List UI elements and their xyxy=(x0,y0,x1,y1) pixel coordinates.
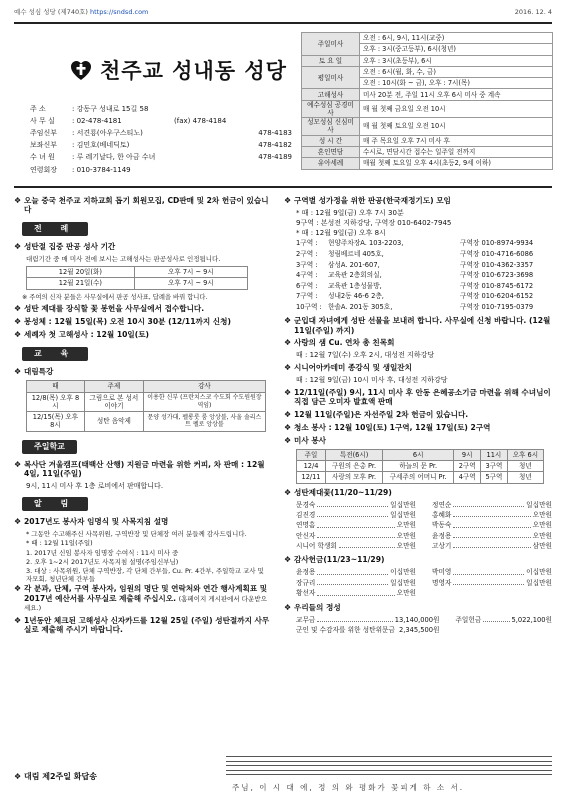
schedule-row xyxy=(302,135,553,146)
thanks-offering-list xyxy=(284,568,552,597)
list-item xyxy=(296,579,416,587)
district-name: 3구역 : xyxy=(296,260,318,269)
confession-date: 12월 20일(화) xyxy=(27,267,135,278)
list-item xyxy=(296,626,439,634)
list-item xyxy=(432,579,552,587)
announcement-item: ❖ 감사헌금(11/23~11/29) xyxy=(284,555,385,565)
schedule-value: 미사 20분 전, 주일 11시 오후 6시 미사 중 계속 xyxy=(360,89,553,100)
table-header-row xyxy=(27,381,266,392)
mass-service-table xyxy=(296,449,544,484)
table-cell: 12/11 xyxy=(297,472,326,483)
contact-label: 사 무 실 xyxy=(30,116,55,125)
announcement-item: ❖ 오늘 중국 천주교 지하교회 돕기 회원모집, CD판매 및 2차 헌금이 있습니다 xyxy=(14,196,269,215)
lecture-date: 12/15(목) 오후 8시 xyxy=(27,412,85,431)
list-item xyxy=(432,501,552,509)
schedule-label: 평일미사 xyxy=(302,66,360,89)
donation-amount: 2,345,500원 xyxy=(398,625,440,634)
list-item xyxy=(432,521,552,529)
table-cell: 청년 xyxy=(507,472,543,483)
schedule-row xyxy=(302,66,553,77)
column-header: 특전(6시) xyxy=(326,449,383,460)
church-title: 천주교 성내동 성당 xyxy=(100,58,287,83)
contact-label: 보좌신부 xyxy=(30,141,58,150)
district-place: 교육관 1층성물방, xyxy=(328,281,382,290)
section-education: 교 육 xyxy=(22,347,88,361)
column-header: 오후 6시 xyxy=(507,449,543,460)
lecture-topic: 성탄 음악제 xyxy=(84,412,143,431)
list-item xyxy=(284,291,552,302)
donor-name: 시니어 학생회 xyxy=(296,542,337,551)
donation-amount: 오만원 xyxy=(532,510,552,519)
right-column xyxy=(284,196,552,639)
bulletin-date: 2016. 12. 4 xyxy=(514,8,552,16)
announcement-detail: * 때 : 12월 9일(금) 오후 8시 xyxy=(296,228,386,237)
donation-amount: 13,140,000원 xyxy=(394,615,440,624)
dot-leader xyxy=(453,579,524,585)
schedule-label: 예수성심 공경미사 xyxy=(302,100,360,117)
donor-name: 황선자 xyxy=(296,589,316,598)
schedule-value: 매월 첫째 토요일 오후 4시(초등2, 9세 이하) xyxy=(360,158,553,169)
lecture-speaker: 이용한 신부 (프란치스코 수도회 수도원원장 역임) xyxy=(143,392,265,411)
offering-list xyxy=(284,616,552,635)
district-contact: 구역장 010-8974-9934 xyxy=(460,239,534,248)
section-sunday-school: 주일학교 xyxy=(22,440,77,454)
table-row xyxy=(297,472,544,483)
announcement-item: ❖ 성탄절 집중 판공 성사 기간 xyxy=(14,241,116,251)
schedule-value: 매 주 목요일 오후 7시 미사 후 xyxy=(360,135,553,146)
announcement-note: ※ 주여의 신자 분들은 사무실에서 판공 성사표, 답례을 바꿔 합니다. xyxy=(22,293,208,301)
schedule-label: 주일미사 xyxy=(302,33,360,56)
contact-row xyxy=(30,127,292,139)
table-cell: 구원의 은총 Pr. xyxy=(326,461,383,472)
schedule-row xyxy=(302,118,553,135)
flower-donors-list xyxy=(284,501,552,551)
schedule-row xyxy=(302,100,553,117)
list-item xyxy=(284,270,552,281)
list-item xyxy=(296,521,416,529)
dot-leader xyxy=(453,501,524,507)
schedule-label: 고해성사 xyxy=(302,89,360,100)
donation-amount: 오만원 xyxy=(532,531,552,540)
list-item xyxy=(432,568,552,576)
schedule-value: 오후 : 3시(중고등부), 6시(청년) xyxy=(360,44,553,55)
district-place: 한솔A. 201동 305호, xyxy=(328,302,393,311)
table-row xyxy=(27,412,266,431)
district-name: 1구역 : xyxy=(296,239,318,248)
donor-name: 윤정용 xyxy=(432,531,452,540)
announcement-item: ❖ 청소 봉사 : 12월 10일(토) 1구역, 12월 17일(토) 2구역 xyxy=(284,422,491,432)
donor-name: 명영자 xyxy=(432,578,452,587)
list-item xyxy=(296,568,416,576)
district-contact: 구역장 010-6204-6152 xyxy=(460,292,534,301)
contact-label: 수 녀 원 xyxy=(30,153,55,162)
music-staff xyxy=(226,756,552,784)
donation-amount: 일십만원 xyxy=(390,510,416,519)
list-item xyxy=(296,589,416,597)
list-item xyxy=(432,511,552,519)
announcement-detail-list xyxy=(14,530,272,583)
announcement-item: ❖ 성탄 제대를 장식할 꽃 봉헌을 사무실에서 접수합니다. xyxy=(14,304,205,314)
district-name: 6구역 : xyxy=(296,281,318,290)
header-divider xyxy=(14,186,552,188)
column-header: 주일 xyxy=(297,449,326,460)
table-row xyxy=(297,461,544,472)
lecture-topic: 그림으로 본 성서이야기 xyxy=(84,392,143,411)
announcement-item: ❖ 시니어아카데미 종강식 및 생일잔치 xyxy=(284,363,412,373)
district-contact: 구역장 010-7195-0379 xyxy=(460,302,534,311)
district-place: 교육관 2층회의실, xyxy=(328,271,382,280)
district-place: 청림베르네 405호, xyxy=(328,249,384,258)
contact-value: : 김민호(베네딕토) xyxy=(72,141,130,150)
contact-fax: (fax) 478-4184 xyxy=(174,116,227,125)
donation-amount: 오만원 xyxy=(396,542,416,551)
district-list xyxy=(284,238,552,312)
donor-name: 장규리 xyxy=(296,578,316,587)
contact-phone: 478-4183 xyxy=(258,129,292,138)
announcement-item: ❖ 군입대 자녀에게 성탄 선물을 보내려 합니다. 사무실에 신청 바랍니다. (12월 11일(주일) 까지) xyxy=(284,316,551,335)
donor-name: 고상기 xyxy=(432,542,452,551)
contact-row xyxy=(30,115,292,127)
district-name: 7구역 : xyxy=(296,292,318,301)
dot-leader xyxy=(453,542,530,548)
schedule-row xyxy=(302,55,553,66)
schedule-value: 매 월 첫째 토요일 오전 10시 xyxy=(360,118,553,135)
contact-value: : 서견룡(아우구스티노) xyxy=(72,129,143,138)
mass-schedule-table xyxy=(301,32,553,170)
lecture-speaker: 문양 성가대, 펠롱룻 룸 앙상블, 사울 솔리스트 펠로 앙상블 xyxy=(143,412,265,431)
district-contact: 구역장 010-4716-6086 xyxy=(460,249,534,258)
donation-amount: 일십만원 xyxy=(390,578,416,587)
confession-time: 오후 7시 ~ 9시 xyxy=(134,267,247,278)
announcement-item: ❖ 12/11일(주일) 9시, 11시 미사 후 안동 은혜공소기금 마련을 위해 수녀님이 직접 담근 오미자 발효액 판매 xyxy=(284,387,551,407)
confession-date: 12월 21일(수) xyxy=(27,278,135,289)
donation-amount: 5,022,100원 xyxy=(511,615,552,624)
dot-leader xyxy=(317,532,394,538)
table-cell: 구세주의 어머니 Pr. xyxy=(383,472,454,483)
announcement-item: ❖ 봉성체 : 12월 15일(목) 오전 10시 30분 (12/11까지 신청) xyxy=(14,317,231,327)
schedule-row xyxy=(302,158,553,169)
dot-leader xyxy=(453,532,530,538)
announcement-detail: 때 : 12월 9일(금) 10시 미사 후, 대성전 지하강당 xyxy=(296,376,448,385)
bulletin-issue: 예수 성심 성당 (제740호) https://sndsd.com xyxy=(14,8,149,16)
announcement-detail: 9구역 : 본성전 지하강당, 구역장 010-6402-7945 xyxy=(296,218,452,227)
announcement-detail: 때 : 12월 7일(수) 오후 2시, 대성전 지하강당 xyxy=(296,351,435,360)
schedule-label: 성 시 간 xyxy=(302,135,360,146)
donor-name: 주일헌금 xyxy=(455,615,482,624)
donor-name: 안신자 xyxy=(296,531,316,540)
schedule-label: 혼인면담 xyxy=(302,147,360,158)
contact-value: : 루 레기날다, 한 아금 수녀 xyxy=(72,153,156,162)
table-cell: 청년 xyxy=(507,461,543,472)
column-header: 강사 xyxy=(143,381,265,392)
table-cell: 사랑의 모후 Pr. xyxy=(326,472,383,483)
donation-amount: 오만원 xyxy=(396,531,416,540)
announcement-item: ❖ 구역별 성가정을 위한 판공(한국재정기도) 모임 xyxy=(284,196,451,205)
dot-leader xyxy=(317,568,388,574)
donor-name: 박동숙 xyxy=(432,521,452,530)
dot-leader xyxy=(317,616,392,622)
schedule-row xyxy=(302,89,553,100)
dot-leader xyxy=(483,616,509,622)
district-place: 성내2동 46-6 2층, xyxy=(328,292,384,301)
announcement-item: ❖ 우리들의 정성 xyxy=(284,602,341,612)
list-item xyxy=(296,501,416,509)
donation-amount: 일십만원 xyxy=(390,500,416,509)
announcement-detail: * 그동안 수고해주신 사목위원, 구역반장 및 단체장 여러 분들께 감사드립니다. xyxy=(26,530,247,539)
contact-value: : 강동구 성내로 15길 58 xyxy=(72,104,149,113)
top-divider xyxy=(14,22,552,24)
contact-row xyxy=(30,140,292,152)
donation-amount: 오만원 xyxy=(396,521,416,530)
contact-value: : 010-3784-1149 xyxy=(72,165,131,174)
column-header: 11시 xyxy=(481,449,508,460)
announcement-item: ❖ 미사 봉사 xyxy=(284,435,326,445)
section-notices: 알 림 xyxy=(22,497,88,511)
donor-name: 문경숙 xyxy=(296,500,316,509)
list-item xyxy=(432,542,552,550)
contact-label: 연령회장 xyxy=(30,165,58,174)
contact-label: 주임신부 xyxy=(30,129,58,138)
column-header: 9시 xyxy=(454,449,481,460)
column-header: 6시 xyxy=(383,449,454,460)
schedule-value: 오전 : 10시(화 ~ 금), 오후 : 7시(목) xyxy=(360,78,553,89)
announcement-item: ❖ 대림특강 xyxy=(14,367,54,377)
district-place: 삼성A. 201-607, xyxy=(328,260,380,269)
table-cell: 3구역 xyxy=(481,461,508,472)
donor-name: 박미영 xyxy=(432,568,452,577)
column-header: 때 xyxy=(27,381,85,392)
list-item xyxy=(284,238,552,249)
announcement-item: ❖ 2017년도 봉사자 임명식 및 사목지침 설명 xyxy=(14,517,169,527)
table-cell: 4구역 xyxy=(454,472,481,483)
announcement-detail: 대림기간 중 매 미사 전에 보시는 고해성사는 판공성사로 인정됩니다. xyxy=(26,254,221,263)
announcement-detail: 1. 2017년 신임 봉사자 임명장 수여식 : 11시 미사 중 xyxy=(26,548,179,557)
district-name: 10구역 : xyxy=(296,302,322,311)
contact-value: : 02-478-4181 xyxy=(72,116,122,125)
list-item xyxy=(284,281,552,292)
dot-leader xyxy=(317,579,388,585)
list-item xyxy=(296,542,416,550)
list-item xyxy=(296,511,416,519)
announcement-item: ❖ 각 분과, 단체, 구역 봉사자, 임원의 명단 및 연락처와 연간 행사계획표 및 2017년 예산서를 사무실로 제출해 주십시오. (홈페이지 게시판에서 다운받으세요.) xyxy=(14,584,268,613)
left-column xyxy=(14,196,272,637)
donation-amount: 이십만원 xyxy=(526,568,552,577)
schedule-row xyxy=(302,147,553,158)
dot-leader xyxy=(317,589,394,595)
donor-name: 교무금 xyxy=(296,615,316,624)
announcement-detail: * 때 : 12월 11일(주일) xyxy=(26,539,93,548)
donor-name: 정연순 xyxy=(432,500,452,509)
confession-time: 오후 7시 ~ 9시 xyxy=(134,278,247,289)
contact-info xyxy=(30,103,292,176)
donor-name: 홍혜화 xyxy=(432,510,452,519)
schedule-label: 성모성심 신심미사 xyxy=(302,118,360,135)
district-place: 현양주차장A. 103-2203, xyxy=(328,239,404,248)
dot-leader xyxy=(453,568,524,574)
announcement-detail: 3. 대상 : 사목위원, 단체 구역반장, 각 단체 간부들, Cu. Pr. 4간부, 주일학교 교사 및 자모회, 청년단체 간부들 xyxy=(26,566,264,583)
dot-leader xyxy=(317,501,388,507)
district-contact: 구역장 010-4362-3357 xyxy=(460,260,534,269)
contact-row xyxy=(30,152,292,164)
table-header-row xyxy=(297,449,544,460)
announcement-item: ❖ 1년동안 체크된 고해성사 신자카드를 12월 25일 (주일) 성탄절까지 사무실로 제출해 주시기 바랍니다. xyxy=(14,615,270,634)
section-liturgy: 전 례 xyxy=(22,222,88,236)
website-link[interactable]: https://sndsd.com xyxy=(90,8,149,16)
contact-label: 주 소 xyxy=(30,104,46,113)
donor-name: 윤정용 xyxy=(296,568,316,577)
announcement-detail: 2. 오후 1~2시 2017년도 사목지침 설명(주임신부님) xyxy=(26,557,179,566)
list-item xyxy=(432,532,552,540)
dot-leader xyxy=(317,511,388,517)
schedule-value: 오전 : 6시(월, 화, 수, 금) xyxy=(360,66,553,77)
donor-name: 군인 및 수감자를 위한 성탄위문금 xyxy=(296,625,395,634)
contact-phone: 478-4189 xyxy=(258,153,292,162)
district-name: 4구역 : xyxy=(296,271,318,280)
donation-amount: 오만원 xyxy=(396,589,416,598)
cross-heart-icon xyxy=(70,60,92,82)
announcement-detail: 9시, 11시 미사 후 1층 로비에서 판매합니다. xyxy=(26,481,164,490)
table-cell: 5구역 xyxy=(481,472,508,483)
schedule-label: 토 요 일 xyxy=(302,55,360,66)
donor-name: 연명흠 xyxy=(296,521,316,530)
list-item xyxy=(455,616,552,624)
contact-phone: 478-4182 xyxy=(258,141,292,150)
schedule-value: 수시로, 면담시간 접수는 일주일 전까지 xyxy=(360,147,553,158)
donation-amount: 일십만원 xyxy=(526,578,552,587)
confession-table xyxy=(26,266,248,289)
lecture-table xyxy=(26,380,266,431)
announcement-detail: * 때 : 12월 9일(금) 오후 7시 30분 xyxy=(296,209,404,217)
psalm-response-title: ❖ 대림 제2주일 화답송 xyxy=(14,772,97,781)
table-row xyxy=(27,278,248,289)
donation-amount: 일십만원 xyxy=(526,500,552,509)
list-item xyxy=(296,532,416,540)
donation-amount: 이십만원 xyxy=(390,568,416,577)
announcement-item: ❖ 복사단 겨울캠프(태백산 산행) 지원금 마련을 위한 커피, 차 판매 : 12월 4일, 11일(주일) xyxy=(14,459,265,479)
dot-leader xyxy=(453,521,530,527)
district-name: 2구역 : xyxy=(296,249,318,258)
donation-amount: 삼만원 xyxy=(532,542,552,551)
schedule-value: 오전 : 6시, 9시, 11시(교중) xyxy=(360,33,553,44)
list-item xyxy=(284,249,552,260)
table-row xyxy=(27,392,266,411)
district-contact: 구역장 010-6723-3698 xyxy=(460,271,534,280)
list-item xyxy=(284,259,552,270)
schedule-label: 유아세례 xyxy=(302,158,360,169)
announcement-item: ❖ 성탄제대꽃(11/20~11/29) xyxy=(284,487,392,497)
top-bar xyxy=(14,8,552,20)
announcement-item: ❖ 세례자 첫 고해성사 : 12월 10일(토) xyxy=(14,330,150,340)
table-row xyxy=(27,267,248,278)
list-item xyxy=(296,616,439,624)
donation-amount: 오만원 xyxy=(532,521,552,530)
column-header: 주제 xyxy=(84,381,143,392)
schedule-value: 매 월 첫째 금요일 오전 10시 xyxy=(360,100,553,117)
dot-leader xyxy=(453,511,530,517)
schedule-row xyxy=(302,33,553,44)
donor-name: 김진경 xyxy=(296,510,316,519)
table-cell: 2구역 xyxy=(454,461,481,472)
dot-leader xyxy=(317,521,394,527)
lecture-date: 12/8(목) 오후 8시 xyxy=(27,392,85,411)
table-cell: 12/4 xyxy=(297,461,326,472)
schedule-value: 오후 : 3시(초등부), 6시 xyxy=(360,55,553,66)
table-cell: 하늘의 문 Pr. xyxy=(383,461,454,472)
list-item xyxy=(284,302,552,313)
contact-row xyxy=(30,164,292,176)
district-contact: 구역장 010-8745-6172 xyxy=(460,281,534,290)
announcement-item: ❖ 사랑의 샘 Cu. 연차 총 친목회 xyxy=(284,338,395,348)
dot-leader xyxy=(339,542,395,548)
contact-row xyxy=(30,103,292,115)
announcement-item: ❖ 12월 11일(주일)은 자선주일 2차 헌금이 있습니다. xyxy=(284,409,469,419)
psalm-lyrics: 주님, 이 시 대 에, 정 의 와 평화가 꽃피게 하 소 서. xyxy=(232,783,465,792)
